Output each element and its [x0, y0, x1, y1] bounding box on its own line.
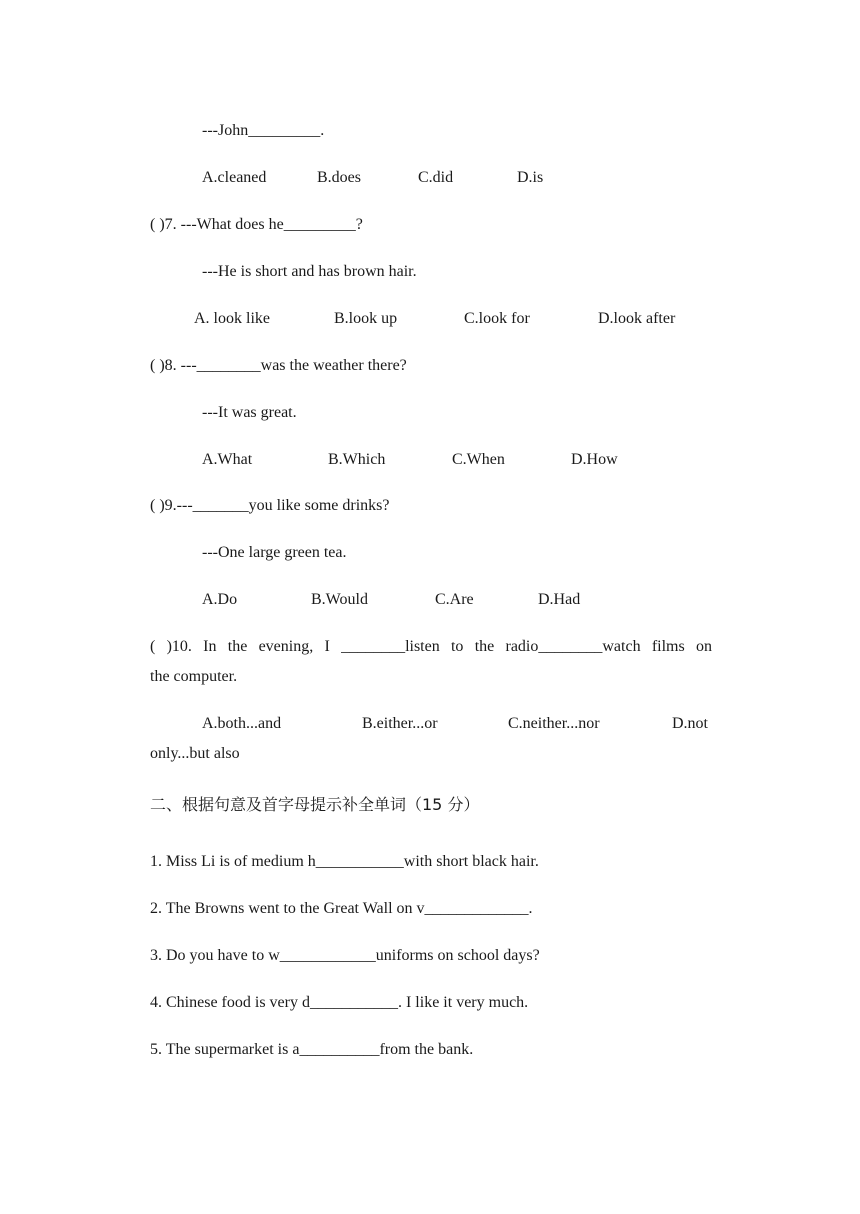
- section2-item-2: 2. The Browns went to the Great Wall on v_____________.: [150, 900, 533, 917]
- q7-option-a: A. look like: [194, 310, 270, 327]
- q9-option-c: C.Are: [435, 591, 474, 608]
- q10-option-d-continued: only...but also: [150, 745, 240, 762]
- q8-answer-line: ---It was great.: [202, 404, 297, 421]
- q8-option-c: C.When: [452, 451, 505, 468]
- q6-option-c: C.did: [418, 169, 454, 186]
- section2-item-1: 1. Miss Li is of medium h___________with short black hair.: [150, 853, 539, 870]
- q7-option-d: D.look after: [598, 310, 676, 327]
- q8-question: ( )8. ---________was the weather there?: [150, 357, 407, 374]
- q9-answer-line: ---One large green tea.: [202, 544, 347, 561]
- q6-answer-line: ---John_________.: [202, 122, 325, 139]
- q6-option-d: D.is: [517, 169, 544, 186]
- q10-question-line2: the computer.: [150, 668, 238, 685]
- q7-option-b: B.look up: [334, 310, 398, 327]
- section2-title: 二、根据句意及首字母提示补全单词（15 分）: [150, 795, 480, 814]
- section2-item-4: 4. Chinese food is very d___________. I like it very much.: [150, 994, 529, 1011]
- q8-option-d: D.How: [571, 451, 618, 468]
- q9-question: ( )9.---_______you like some drinks?: [150, 497, 390, 514]
- q7-question: ( )7. ---What does he_________?: [150, 216, 363, 233]
- q7-option-c: C.look for: [464, 310, 530, 327]
- q8-option-b: B.Which: [328, 451, 386, 468]
- q8-option-a: A.What: [202, 451, 253, 468]
- q7-answer-line: ---He is short and has brown hair.: [202, 263, 417, 280]
- q10-option-a: A.both...and: [202, 715, 282, 732]
- q10-option-b: B.either...or: [362, 715, 438, 732]
- q6-option-b: B.does: [317, 169, 361, 186]
- q10-option-c: C.neither...nor: [508, 715, 600, 732]
- q9-option-b: B.Would: [311, 591, 368, 608]
- q10-question-line1: ( )10. In the evening, I ________listen to the radio________watch films on: [150, 638, 712, 655]
- q6-option-a: A.cleaned: [202, 169, 267, 186]
- section2-item-3: 3. Do you have to w____________uniforms on school days?: [150, 947, 540, 964]
- q9-option-a: A.Do: [202, 591, 238, 608]
- section2-item-5: 5. The supermarket is a__________from the bank.: [150, 1041, 474, 1058]
- q9-option-d: D.Had: [538, 591, 581, 608]
- q10-option-d: D.not: [672, 715, 708, 732]
